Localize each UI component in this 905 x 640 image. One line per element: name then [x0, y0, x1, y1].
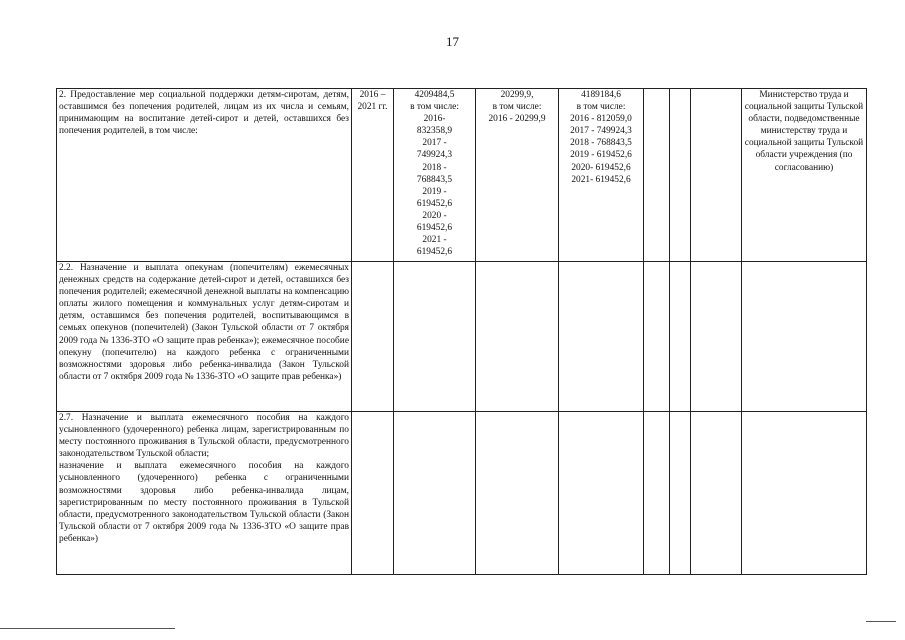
empty-cell — [644, 89, 670, 262]
table-row — [57, 89, 867, 262]
table-row — [57, 412, 867, 575]
empty-cell — [670, 89, 691, 262]
scan-artifact-right — [866, 621, 896, 622]
page-number: 17 — [446, 34, 459, 49]
empty-cell — [644, 412, 670, 575]
empty-cell — [670, 262, 691, 412]
program-table — [56, 88, 867, 575]
empty-cell — [352, 262, 394, 412]
table-row — [57, 262, 867, 412]
measure-description: 2.2. Назначение и выплата опекунам (попечителям) ежемесячных денежных средств на содержание детей-сирот и детей, оставшихся без попечения родителей; ежемесячной денежной выплаты на компенсацию оплаты жилого помещения и коммунальных услуг детям-сиротам и детям, оставшимся без попечения родителей, воспитывающимся в семьях опекунов (попечителей) (Закон Тульской области от 7 октября 2009 года № 1336-ЗТО «О защите прав ребенка»); ежемесячное пособие опекуну (попечителю) на каждого ребенка с ограниченными возможностями здоровья либо ребенка-инвалида (Закон Тульской области от 7 октября 2009 года № 1336-ЗТО «О защите прав ребенка») — [57, 262, 352, 412]
empty-cell — [559, 412, 644, 575]
empty-cell — [352, 412, 394, 575]
empty-cell — [691, 262, 742, 412]
federal-funding-cell: 20299,9, в том числе: 2016 - 20299,9 — [476, 89, 559, 262]
measure-description: 2. Предоставление мер социальной поддержки детям-сиротам, детям, оставшимся без попечения родителей, лицам из их числа и семьям, принимающим на воспитание детей-сирот и детей, оставшихся без попечения родителей, в том числе: — [57, 89, 352, 262]
empty-cell — [742, 412, 867, 575]
empty-cell — [559, 262, 644, 412]
empty-cell — [691, 89, 742, 262]
empty-cell — [691, 412, 742, 575]
empty-cell — [644, 262, 670, 412]
measure-description: 2.7. Назначение и выплата ежемесячного пособия на каждого усыновленного (удочеренного) ребенка лицам, зарегистрированным по месту постоянного проживания в Тульской области, предусмотренного законодательством Тульской области; назначение и выплата ежемесячного пособия на каждого усыновленного (удочеренного) ребенка с ограниченными возможностями здоровья либо ребенка-инвалида лицам, зарегистрированным по месту постоянного проживания в Тульской области, предусмотренного законодательством Тульской области (Закон Тульской области от 7 октября 2009 года № 1336-ЗТО «О защите прав ребенка») — [57, 412, 352, 575]
empty-cell — [394, 262, 476, 412]
empty-cell — [742, 262, 867, 412]
empty-cell — [670, 412, 691, 575]
total-funding-cell: 4209484,5 в том числе: 2016- 832358,9 2017 - 749924,3 2018 - 768843,5 2019 - 619452,6 2020 - 619452,6 2021 - 619452,6 — [394, 89, 476, 262]
responsible-executor-cell: Министерство труда и социальной защиты Тульской области, подведомственные министерству труда и социальной защиты Тульской области учреждения (по согласованию) — [742, 89, 867, 262]
scan-artifact-left — [0, 628, 175, 629]
empty-cell — [394, 412, 476, 575]
period-cell: 2016 – 2021 гг. — [352, 89, 394, 262]
empty-cell — [476, 412, 559, 575]
regional-funding-cell: 4189184,6 в том числе: 2016 - 812059,0 2017 - 749924,3 2018 - 768843,5 2019 - 619452,6 2020- 619452,6 2021- 619452,6 — [559, 89, 644, 262]
empty-cell — [476, 262, 559, 412]
